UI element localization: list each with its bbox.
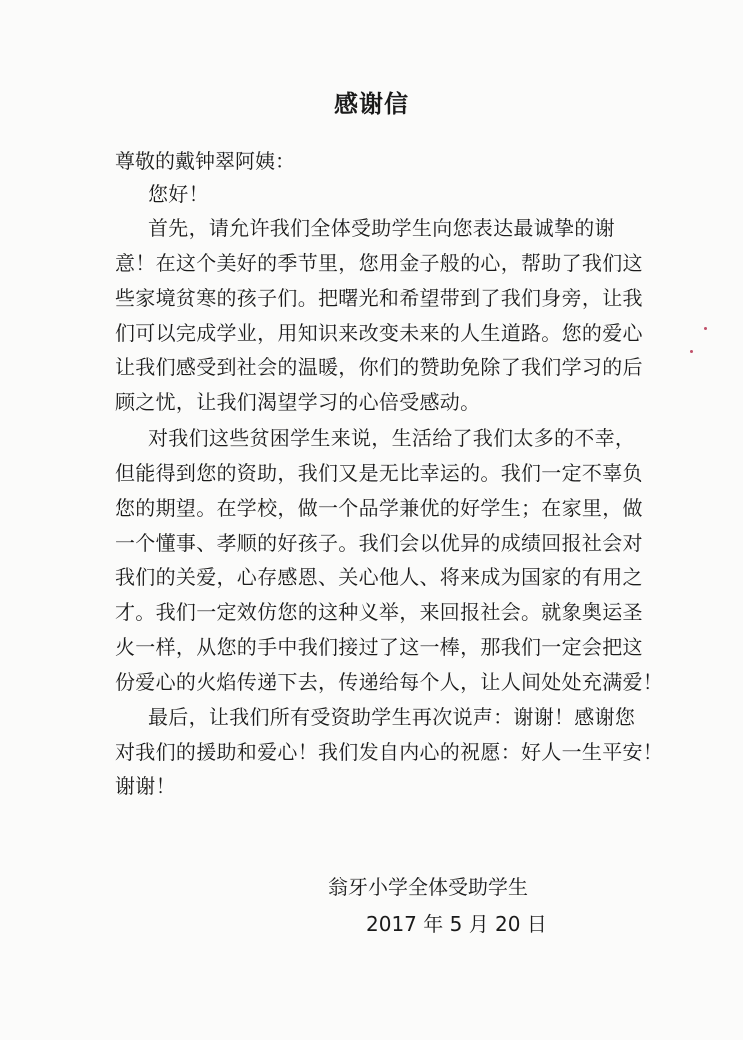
body-line: 最后，让我们所有受资助学生再次说声：谢谢！感谢您 — [148, 705, 636, 729]
signature-date: 2017 年 5 月 20 日 — [366, 912, 547, 936]
body-line: 我们的关爱，心存感恩、关心他人、将来成为国家的有用之 — [115, 565, 643, 589]
body-line: 们可以完成学业，用知识来改变未来的人生道路。您的爱心 — [115, 321, 643, 345]
letter-title: 感谢信 — [334, 90, 409, 118]
paper-speck — [704, 327, 707, 330]
body-line: 谢谢！ — [115, 774, 176, 798]
body-line: 些家境贫寒的孩子们。把曙光和希望带到了我们身旁，让我 — [115, 286, 643, 310]
body-line: 但能得到您的资助，我们又是无比幸运的。我们一定不辜负 — [115, 461, 643, 485]
body-line: 对我们的援助和爱心！我们发自内心的祝愿：好人一生平安！ — [115, 740, 664, 764]
body-line: 份爱心的火焰传递下去，传递给每个人，让人间处处充满爱！ — [115, 670, 664, 694]
signature-sender: 翁牙小学全体受助学生 — [328, 875, 528, 899]
body-line: 才。我们一定效仿您的这种义举，来回报社会。就象奥运圣 — [115, 600, 643, 624]
body-line: 对我们这些贫困学生来说，生活给了我们太多的不幸， — [148, 426, 636, 450]
body-line: 您的期望。在学校，做一个品学兼优的好学生；在家里，做 — [115, 496, 643, 520]
body-line: 意！在这个美好的季节里，您用金子般的心，帮助了我们这 — [115, 251, 643, 275]
body-line: 一个懂事、孝顺的好孩子。我们会以优异的成绩回报社会对 — [115, 531, 643, 555]
body-line: 火一样，从您的手中我们接过了这一棒，那我们一定会把这 — [115, 635, 643, 659]
greeting-line: 您好！ — [148, 182, 209, 206]
paper-speck — [690, 350, 693, 353]
body-line: 让我们感受到社会的温暖，你们的赞助免除了我们学习的后 — [115, 355, 643, 379]
salutation: 尊敬的戴钟翠阿姨： — [115, 149, 295, 173]
body-line: 顾之忧，让我们渴望学习的心倍受感动。 — [115, 390, 481, 414]
body-line: 首先，请允许我们全体受助学生向您表达最诚挚的谢 — [148, 216, 615, 240]
